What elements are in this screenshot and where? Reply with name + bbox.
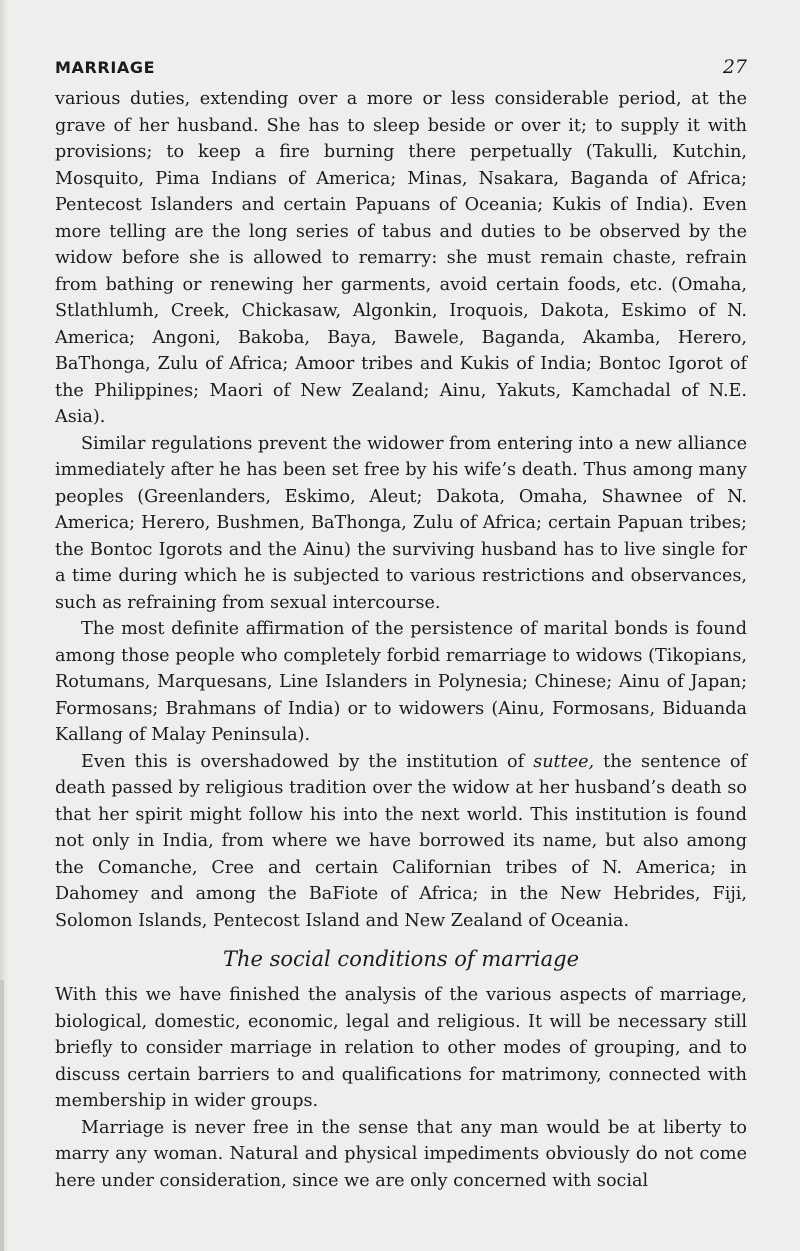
suttee-italic-term: suttee, — [533, 751, 595, 772]
paragraph-remarriage-forbidden: The most definite affirmation of the persistence of marital bonds is found among those people who completely forbid remarriage to widows (Tikopians, Rotumans, Marquesans, Line Islanders in Polynesia; Chinese; Ainu of Japan; Formosans; Brahmans of India) or to widowers (Ainu, Formosans, Biduanda Kallang of Malay Peninsula). — [55, 619, 747, 745]
page-body — [55, 86, 747, 1194]
section-heading: The social conditions of marriage — [222, 947, 579, 971]
page-binding-shadow — [0, 980, 4, 1251]
page-number: 27 — [722, 56, 747, 78]
running-head: MARRIAGE — [55, 58, 156, 77]
paragraph-widower-regulations: Similar regulations prevent the widower from entering into a new alliance immediately after he has been set free by his wife’s death. Thus among many peoples (Greenlanders, Eskimo, Aleut; Dakota, Omaha, Shawnee of N. America; Herero, Bushmen, BaThonga, Zulu of Africa; certain Papuan tribes; the Bontoc Igorots and the Ainu) the surviving husband has to live single for a time during which he is subjected to various restrictions and observances, such as refraining from sexual intercourse. — [55, 433, 747, 613]
paragraph-suttee — [55, 749, 747, 935]
paragraph-analysis-finished: With this we have finished the analysis of the various aspects of marriage, biological, domestic, economic, legal and religious. It will be necessary still briefly to consider marriage in relation to other modes of grouping, and to discuss certain barriers to and qualifications for matrimony, connected with membership in wider groups. — [55, 985, 747, 1111]
paragraph-widow-duties: various duties, extending over a more or less considerable period, at the grave of her husband. She has to sleep beside or over it; to supply it with provisions; to keep a fire burning there perpetually (Takulli, Kutchin, Mosquito, Pima Indians of America; Minas, Nsakara, Baganda of Africa; Pentecost Islanders and certain Papuans of Oceania; Kukis of India). Even more telling are the long series of tabus and duties to be observed by the widow before she is allowed to remarry: she must remain chaste, refrain from bathing or renewing her garments, avoid certain foods, etc. (Omaha, Stlathlumh, Creek, Chickasaw, Algonkin, Iroquois, Dakota, Eskimo of N. America; Angoni, Bakoba, Baya, Bawele, Baganda, Akamba, Herero, BaThonga, Zulu of Africa; Amoor tribes and Kukis of India; Bontoc Igorot of the Philippines; Maori of New Zealand; Ainu, Yakuts, Kamchadal of N.E. Asia). — [55, 89, 747, 427]
paragraph-marriage-never-free: Marriage is never free in the sense that any man would be at liberty to marry any woman. Natural and physical impediments obviously do not come here under consideration, since we are only concerned with social — [55, 1117, 747, 1191]
page-header — [55, 58, 747, 84]
suttee-text-before: Even this is overshadowed by the institution of — [81, 751, 534, 772]
suttee-text-after: the sentence of death passed by religious tradition over the widow at her husband’s death so that her spirit might follow his into the next world. This institution is found not only in India, from where we have borrowed its name, but also among the Comanche, Cree and certain Californian tribes of N. America; in Dahomey and among the BaFiote of Africa; in the New Hebrides, Fiji, Solomon Islands, Pentecost Island and New Zealand of Oceania. — [55, 751, 747, 931]
